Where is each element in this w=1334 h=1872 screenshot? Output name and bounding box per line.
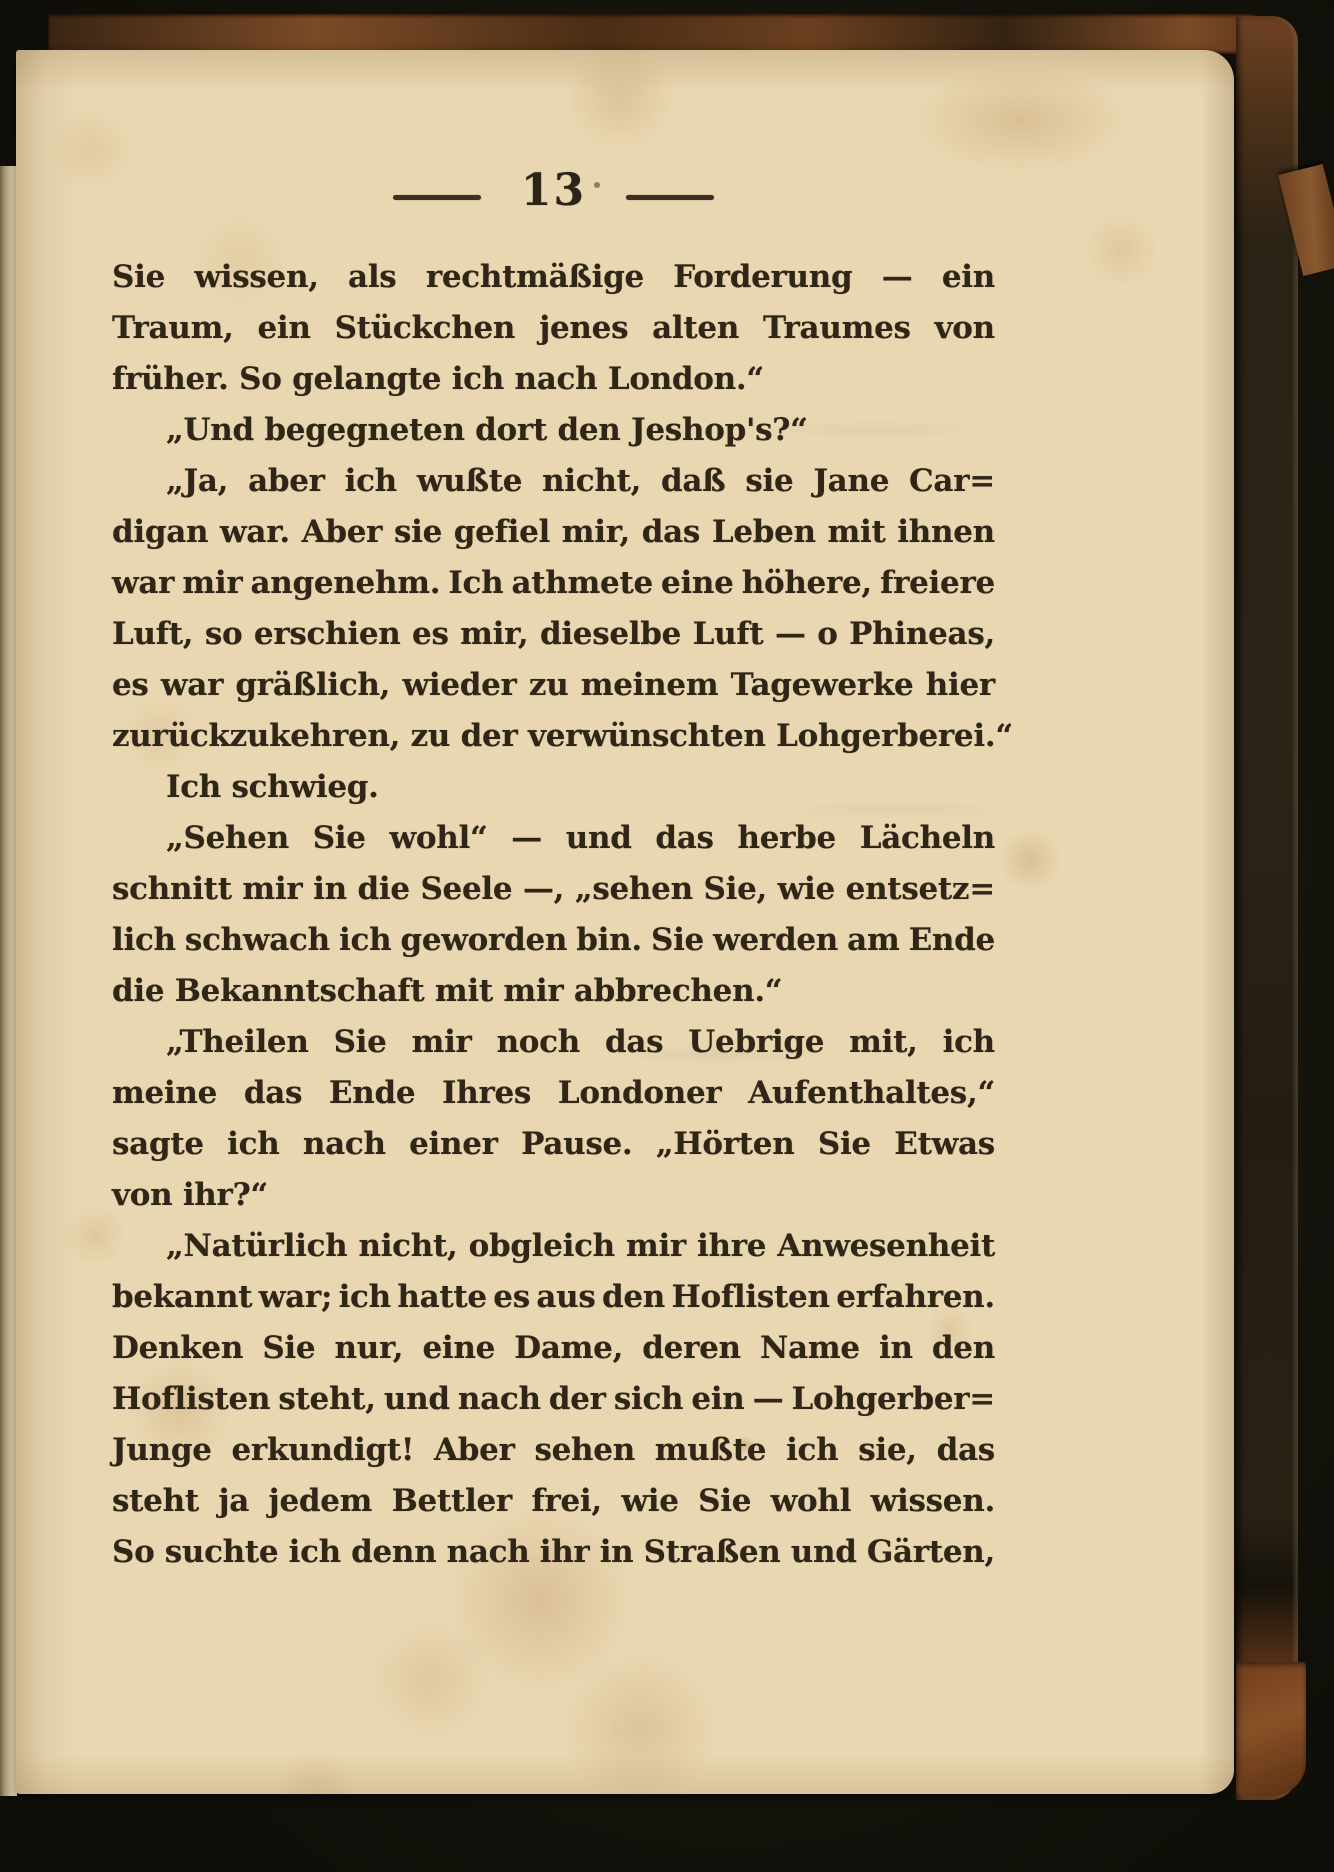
text-line: es war gräßlich, wieder zu meinem Tagewerke hier [112, 667, 995, 703]
text-line: bekannt war; ich hatte es aus den Hoflisten erfahren. [112, 1279, 995, 1315]
text-line: schnitt mir in die Seele —, „sehen Sie, wie entsetz= [112, 871, 995, 907]
text-line: steht ja jedem Bettler frei, wie Sie wohl wissen. [112, 1483, 995, 1519]
text-line: die Bekanntschaft mit mir abbrechen.“ [112, 973, 783, 1009]
text-line: Denken Sie nur, eine Dame, deren Name in den [112, 1330, 995, 1366]
text-line: war mir angenehm. Ich athmete eine höhere, freiere [112, 565, 995, 601]
text-line: So suchte ich denn nach ihr in Straßen und Gärten, [112, 1534, 995, 1570]
text-line: „Und begegneten dort den Jeshop's?“ [166, 412, 808, 448]
book-page [16, 50, 1234, 1794]
ink-speck [594, 182, 600, 188]
corner-leather-patch [1236, 1662, 1306, 1796]
top-leather-bar [48, 14, 1274, 54]
page-number: 13 [520, 164, 587, 216]
text-line: Luft, so erschien es mir, dieselbe Luft — o Phineas, [112, 616, 995, 652]
text-line: sagte ich nach einer Pause. „Hörten Sie Etwas [112, 1126, 995, 1162]
header-rule-right [626, 195, 714, 200]
text-line: „Sehen Sie wohl“ — und das herbe Lächeln [166, 820, 995, 856]
text-line: Junge erkundigt! Aber sehen mußte ich sie, das [112, 1432, 995, 1468]
text-line: „Ja, aber ich wußte nicht, daß sie Jane Car= [166, 463, 995, 499]
text-line: Ich schwieg. [166, 769, 379, 805]
text-line: „Theilen Sie mir noch das Uebrige mit, ich [166, 1024, 995, 1060]
text-line: meine das Ende Ihres Londoner Aufenthaltes,“ [112, 1075, 995, 1111]
text-line: von ihr?“ [112, 1177, 268, 1213]
header-rule-left [393, 195, 481, 200]
text-line: „Natürlich nicht, obgleich mir ihre Anwesenheit [166, 1228, 995, 1264]
text-line: lich schwach ich geworden bin. Sie werden am Ende [112, 922, 995, 958]
text-line: zurückzukehren, zu der verwünschten Lohgerberei.“ [112, 718, 1013, 754]
page-header [112, 150, 995, 230]
text-line: früher. So gelangte ich nach London.“ [112, 361, 764, 397]
text-line: Hoflisten steht, und nach der sich ein — Lohgerber= [112, 1381, 995, 1417]
text-line: Sie wissen, als rechtmäßige Forderung — ein [112, 259, 995, 295]
text-line: digan war. Aber sie gefiel mir, das Leben mit ihnen [112, 514, 995, 550]
text-line: Traum, ein Stückchen jenes alten Traumes von [112, 310, 995, 346]
right-binding-strip [1236, 16, 1298, 1800]
text-block [112, 252, 1013, 1578]
page-edge-strip [0, 166, 17, 1796]
